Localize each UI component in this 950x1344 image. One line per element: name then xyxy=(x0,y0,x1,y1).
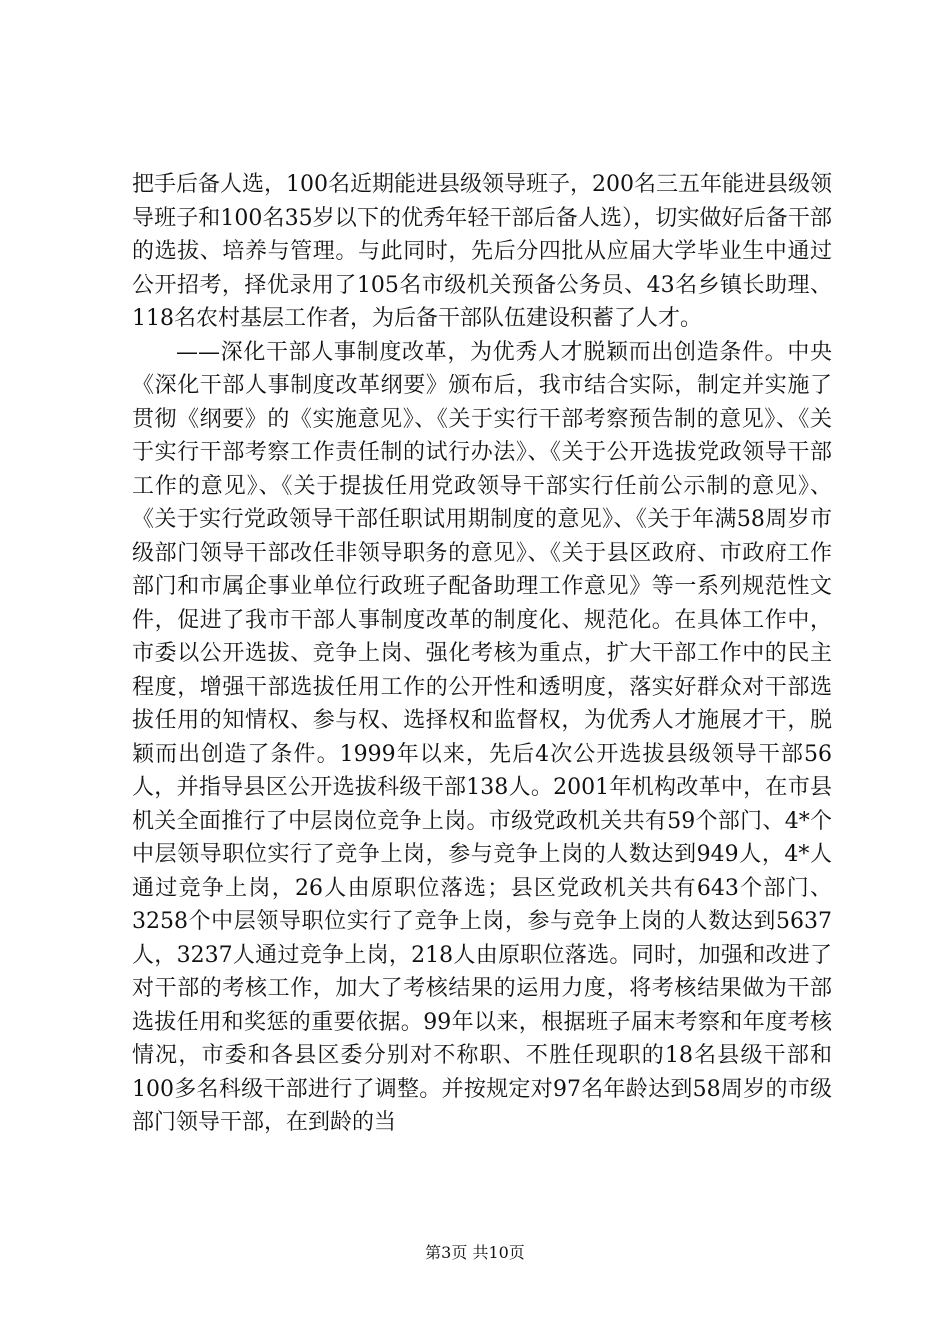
page-footer: 第3页 共10页 xyxy=(425,1243,525,1262)
paragraph-1: 把手后备人选，100名近期能进县级领导班子，200名三五年能进县级领导班子和100名35岁以下的优秀年轻干部后备人选），切实做好后备干部的选拔、培养与管理。与此同时，先后分四批从应届大学毕业生中通过公开招考，择优录用了105名市级机关预备公务员、43名乡镇长助理、118名农村基层工作者，为后备干部队伍建设积蓄了人才。 xyxy=(132,172,832,331)
paragraph-2: ——深化干部人事制度改革，为优秀人才脱颖而出创造条件。中央《深化干部人事制度改革纲要》颁布后，我市结合实际，制定并实施了贯彻《纲要》的《实施意见》、《关于实行干部考察预告制的意见》、《关于实行干部考察工作责任制的试行办法》、《关于公开选拔党政领导干部工作的意见》、《关于提拔任用党政领导干部实行任前公示制的意见》、《关于实行党政领导干部任职试用期制度的意见》、《关于年满58周岁市级部门领导干部改任非领导职务的意见》、《关于县区政府、市政府工作部门和市属企事业单位行政班子配备助理工作意见》等一系列规范性文件，促进了我市干部人事制度改革的制度化、规范化。在具体工作中，市委以公开选拔、竞争上岗、强化考核为重点，扩大干部工作中的民主程度，增强干部选拔任用工作的公开性和透明度，落实好群众对干部选拔任用的知情权、参与权、选择权和监督权，为优秀人才施展才干，脱颖而出创造了条件。1999年以来，先后4次公开选拔县级领导干部56人，并指导县区公开选拔科级干部138人。2001年机构改革中，在市县机关全面推行了中层岗位竞争上岗。市级党政机关共有59个部门、4*个中层领导职位实行了竞争上岗，参与竞争上岗的人数达到949人，4*人通过竞争上岗，26人由原职位落选；县区党政机关共有643个部门、3258个中层领导职位实行了竞争上岗，参与竞争上岗的人数达到5637人，3237人通过竞争上岗，218人由原职位落选。同时，加强和改进了对干部的考核工作，加大了考核结果的运用力度，将考核结果做为干部选拔任用和奖惩的重要依据。99年以来，根据班子届末考察和年度考核情况，市委和各县区委分别对不称职、不胜任现职的18名县级干部和100多名科级干部进行了调整。并按规定对97名年龄达到58周岁的市级部门领导干部，在到龄的当 xyxy=(132,339,832,1135)
document-body xyxy=(132,168,832,1140)
